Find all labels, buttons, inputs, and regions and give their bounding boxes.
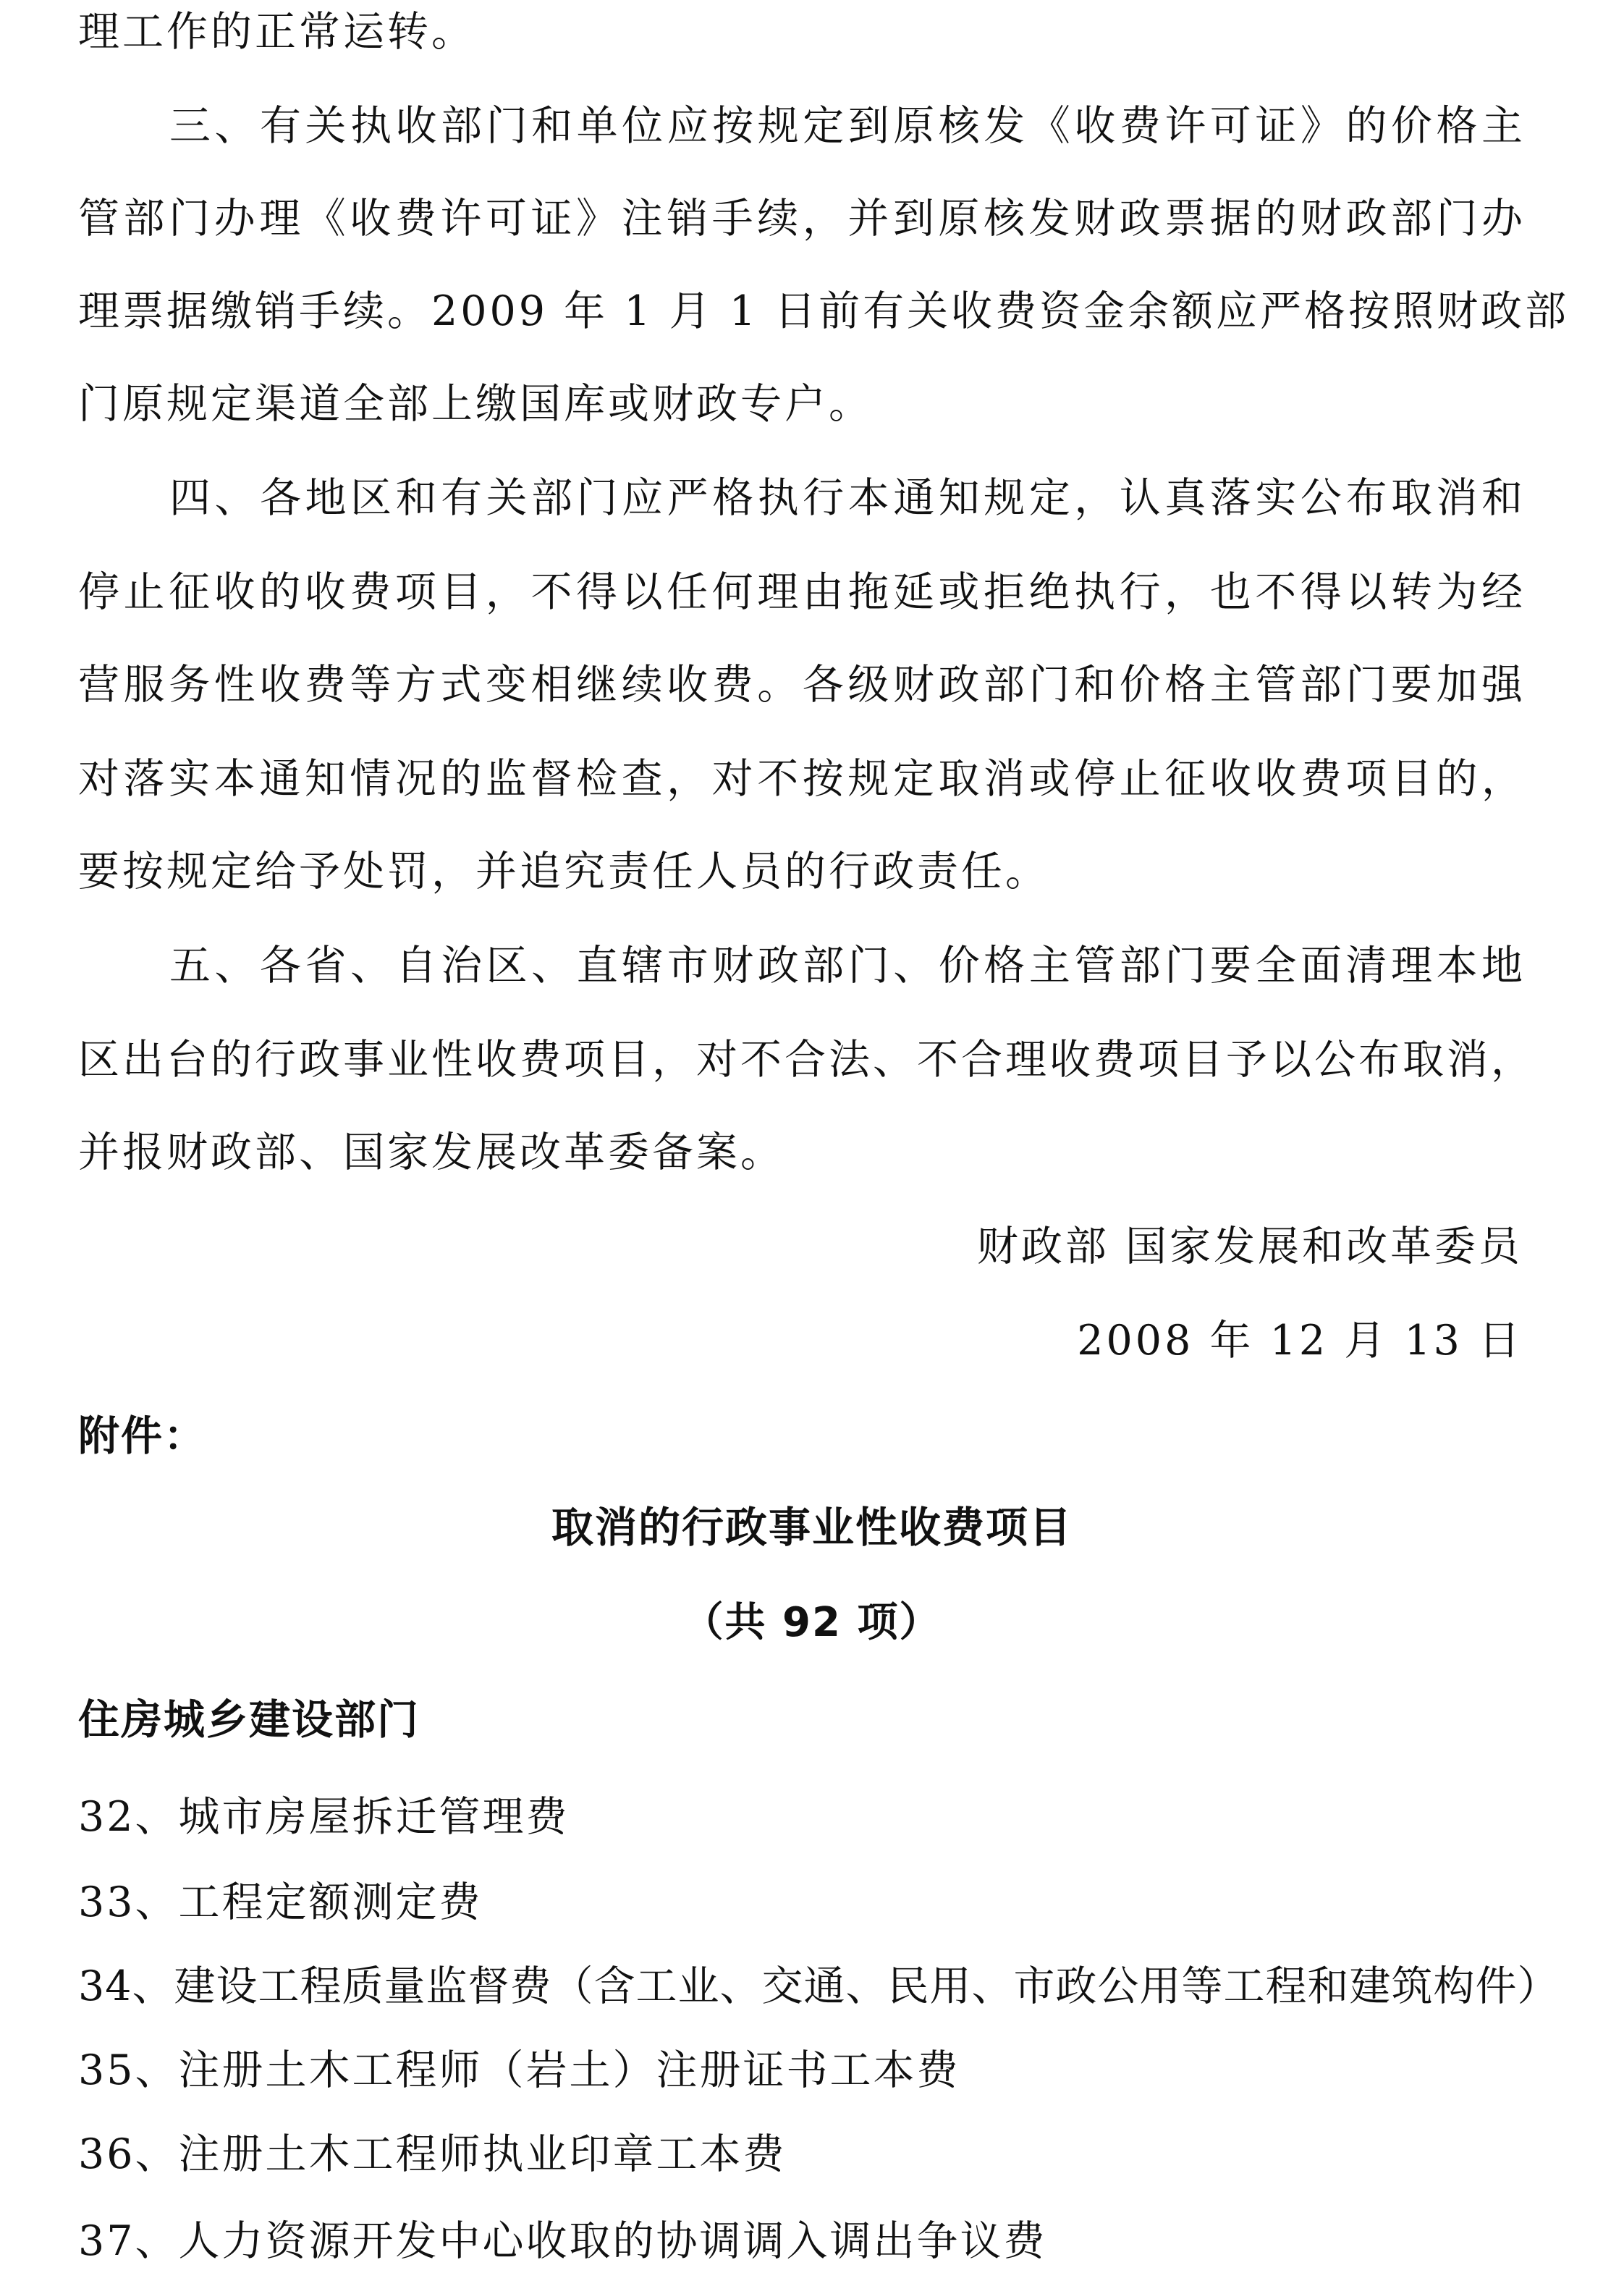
paragraph-line: 区出台的行政事业性收费项目，对不合法、不合理收费项目予以公布取消， [78, 1036, 1535, 1084]
list-item: 37、人力资源开发中心收取的协调调入调出争议费 [78, 2217, 1047, 2265]
paragraph-line: 要按规定给予处罚，并追究责任人员的行政责任。 [78, 848, 1049, 895]
paragraph-line: 管部门办理《收费许可证》注销手续，并到原核发财政票据的财政部门办 [78, 195, 1526, 243]
signature: 财政部 国家发展和改革委员 [976, 1223, 1523, 1270]
paragraph-line: 门原规定渠道全部上缴国库或财政专户。 [78, 380, 873, 428]
attachment-title: 取消的行政事业性收费项目 [551, 1503, 1073, 1552]
list-item: 32、城市房屋拆迁管理费 [78, 1793, 570, 1841]
list-item: 33、工程定额测定费 [78, 1878, 483, 1926]
list-item: 36、注册土木工程师执业印章工本费 [78, 2130, 787, 2178]
paragraph-line-item-4-start: 四、各地区和有关部门应严格执行本通知规定，认真落实公布取消和 [169, 474, 1526, 522]
paragraph-line-item-3-start: 三、有关执收部门和单位应按规定到原核发《收费许可证》的价格主 [169, 102, 1526, 150]
list-item: 35、注册土木工程师（岩土）注册证书工本费 [78, 2046, 960, 2094]
section-heading: 住房城乡建设部门 [78, 1696, 420, 1744]
paragraph-line: 理票据缴销手续。2009 年 1 月 1 日前有关收费资金余额应严格按照财政部 [78, 287, 1570, 335]
list-item: 34、建设工程质量监督费（含工业、交通、民用、市政公用等工程和建筑构件） [78, 1962, 1560, 2010]
paragraph-line: 停止征收的收费项目，不得以任何理由拖延或拒绝执行，也不得以转为经 [78, 568, 1526, 616]
paragraph-line-item-5-start: 五、各省、自治区、直辖市财政部门、价格主管部门要全面清理本地 [169, 942, 1526, 990]
paragraph-line: 营服务性收费等方式变相继续收费。各级财政部门和价格主管部门要加强 [78, 661, 1526, 709]
attachment-label: 附件： [78, 1412, 206, 1460]
paragraph-line-continuation: 理工作的正常运转。 [78, 8, 475, 56]
paragraph-line: 并报财政部、国家发展改革委备案。 [78, 1129, 784, 1176]
document-date: 2008 年 12 月 13 日 [1077, 1317, 1523, 1365]
paragraph-line: 对落实本通知情况的监督检查，对不按规定取消或停止征收收费项目的， [78, 755, 1526, 803]
attachment-count: （共 92 项） [682, 1599, 942, 1646]
